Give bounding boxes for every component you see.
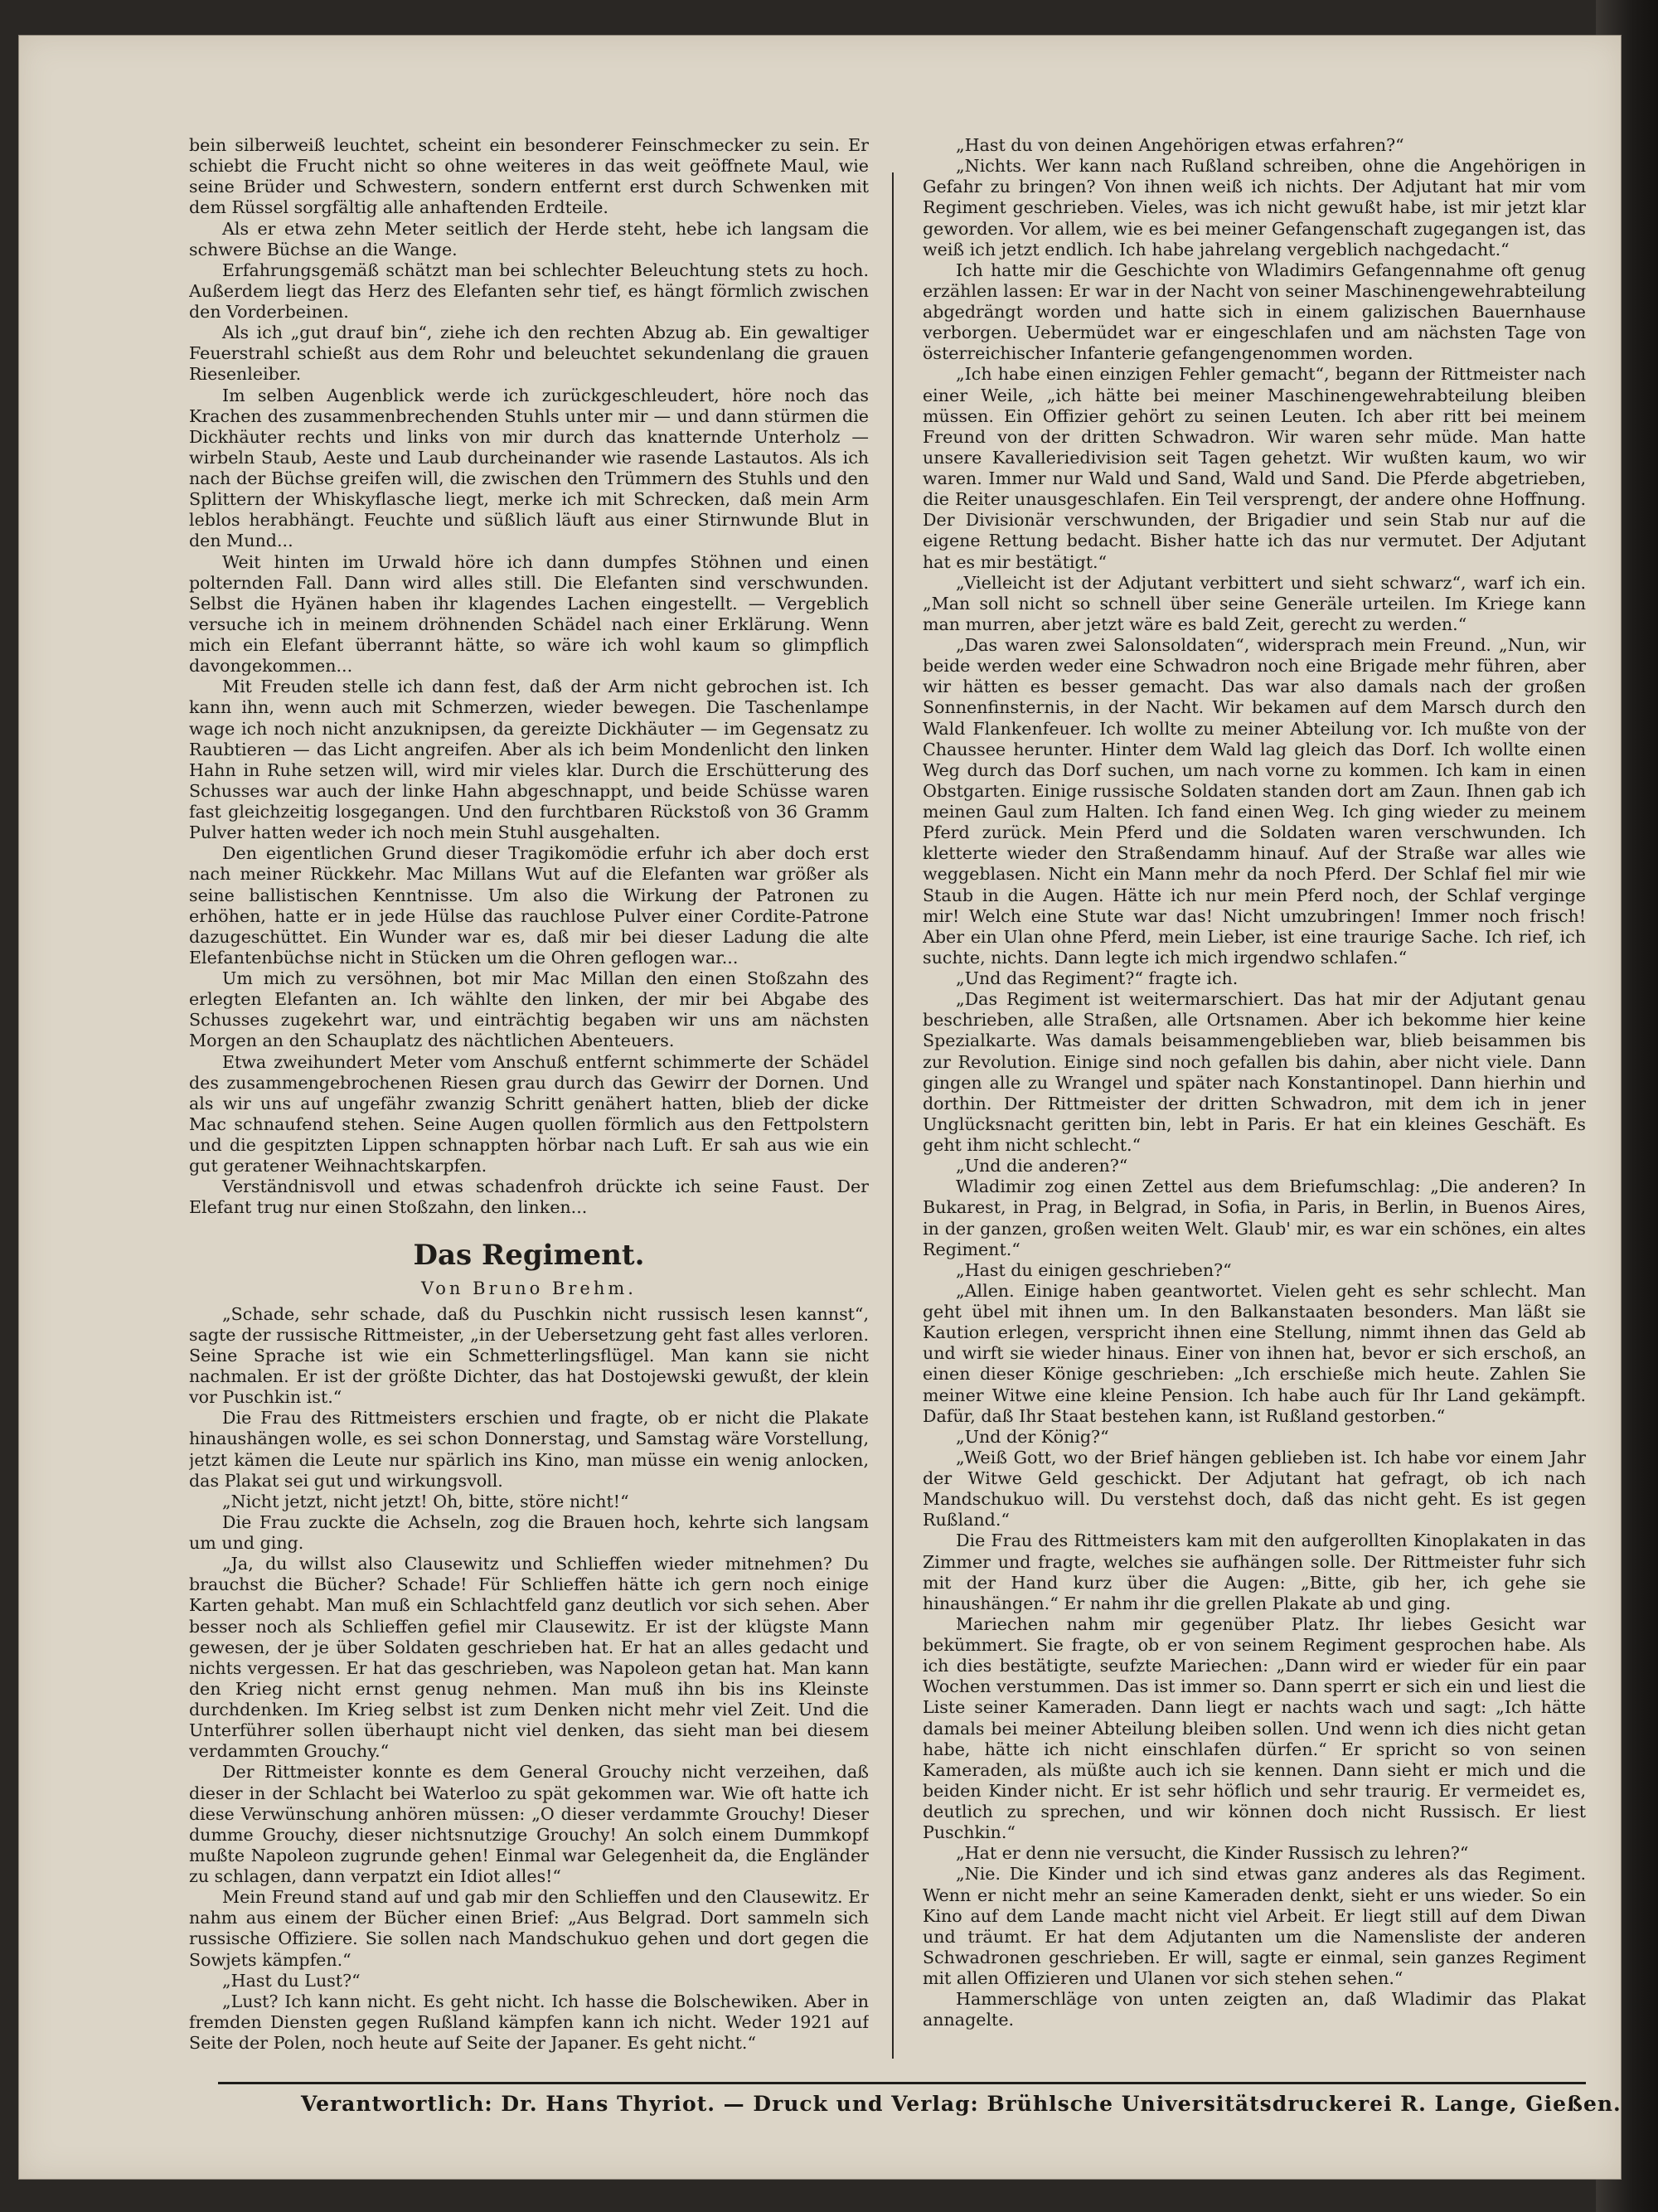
paragraph: Die Frau des Rittmeisters erschien und fragte, ob er nicht die Plakate hinaushängen wolle, es sei schon Donnerstag, und Samstag wäre Vorstellung, jetzt kämen die Leute nur spärlich ins Kino, man müsse ein wenig anlocken, das Plakat sei gut und wirkungsvoll. bbox=[189, 1408, 869, 1491]
paragraph: „Hat er denn nie versucht, die Kinder Russisch zu lehren?“ bbox=[956, 1843, 1469, 1864]
paragraph: „Hast du von deinen Angehörigen etwas erfahren?“ bbox=[956, 135, 1404, 155]
paragraph: Ich hatte mir die Geschichte von Wladimirs Gefangennahme oft genug erzählen lassen: Er war in der Nacht von seiner Maschinengewehrabteilung abgedrängt worden und hatte sich in einem galizischen Bauernhause verborgen. Uebermüdet war er eingeschlafen und am nächsten Tage von österreichischer Infanterie gefangengenommen worden. bbox=[923, 260, 1586, 364]
paragraph: Der Rittmeister konnte es dem General Grouchy nicht verzeihen, daß dieser in der Schlacht bei Waterloo zu spät gekommen war. Wie oft hatte ich diese Verwünschung anhören müssen: „O dieser verdammte Grouchy! Dieser dumme Grouchy, dieser nichtsnutzige Grouchy! An solch einem Dummkopf mußte Napoleon zugrunde gehen! Einmal war Gelegenheit da, die Engländer zu schlagen, dann verpatzt ein Idiot alles!“ bbox=[189, 1762, 869, 1886]
paragraph: „Das waren zwei Salonsoldaten“, widersprach mein Freund. „Nun, wir beide werden weder eine Schwadron noch eine Brigade mehr führen, aber wir hätten es besser gemacht. Das war also damals nach der großen Sonnenfinsternis, in der Nacht. Wir bekamen auf dem Marsch durch den Wald Flankenfeuer. Ich wollte zu meiner Abteilung vor. Ich mußte von der Chaussee herunter. Hinter dem Wald lag gleich das Dorf. Ich wollte einen Weg durch das Dorf suchen, um nach vorne zu kommen. Ich kam in einen Obstgarten. Einige russische Soldaten standen dort am Zaun. Ihnen gab ich meinen Gaul zum Halten. Ich fand einen Weg. Ich ging wieder zu meinem Pferd zurück. Mein Pferd und die Soldaten waren verschwunden. Ich kletterte wieder den Straßendamm hinauf. Auf der Straße war alles wie weggeblasen. Nicht ein Mann mehr da noch Pferd. Der Schlaf fiel mir wie Staub in die Augen. Hätte ich nur mein Pferd noch, der Schlaf verginge mir! Welch eine Stute war das! Nicht umzubringen! Immer noch frisch! Aber ein Ulan ohne Pferd, mein Lieber, ist eine traurige Sache. Ich rief, ich suchte, nichts. Dann legte ich mich irgendwo schlafen.“ bbox=[923, 635, 1586, 968]
paragraph: Als ich „gut drauf bin“, ziehe ich den rechten Abzug ab. Ein gewaltiger Feuerstrahl schießt aus dem Rohr und beleuchtet sekundenlang die grauen Riesenleiber. bbox=[189, 323, 869, 385]
paragraph: Wladimir zog einen Zettel aus dem Briefumschlag: „Die anderen? In Bukarest, in Prag, in Belgrad, in Sofia, in Paris, in Berlin, in Buenos Aires, in der ganzen, großen weiten Welt. Glaub' mir, es war ein schönes, ein altes Regiment.“ bbox=[923, 1176, 1586, 1259]
column-divider bbox=[892, 172, 894, 2059]
paragraph: Verständnisvoll und etwas schadenfroh drückte ich seine Faust. Der Elefant trug nur einen Stoßzahn, den linken... bbox=[189, 1176, 869, 1218]
paragraph: Hammerschläge von unten zeigten an, daß Wladimir das Plakat annagelte. bbox=[923, 1989, 1586, 2030]
article-heading: Das Regiment. bbox=[413, 1238, 645, 1272]
paragraph: Als er etwa zehn Meter seitlich der Herde steht, hebe ich langsam die schwere Büchse an die Wange. bbox=[189, 218, 869, 260]
paragraph: „Vielleicht ist der Adjutant verbittert und sieht schwarz“, warf ich ein. „Man soll nicht so schnell über seine Generäle urteilen. Im Kriege kann man murren, aber jetzt wäre es bald Zeit, gerecht zu werden.“ bbox=[923, 572, 1586, 634]
paragraph: Weit hinten im Urwald höre ich dann dumpfes Stöhnen und einen polternden Fall. Dann wird alles still. Die Elefanten sind verschwunden. Selbst die Hyänen haben ihr klagendes Lachen eingestellt. — Vergeblich versuche ich in meinem dröhnenden Schädel nach einer Erklärung. Wenn mich ein Elefant überrannt hätte, so wäre ich wohl kaum so glimpflich davongekommen... bbox=[189, 551, 869, 677]
paragraph: Die Frau zuckte die Achseln, zog die Brauen hoch, kehrte sich langsam um und ging. bbox=[189, 1511, 869, 1553]
paragraph: bein silberweiß leuchtet, scheint ein besonderer Feinschmecker zu sein. Er schiebt die Frucht nicht so ohne weiteres in das weit geöffnete Maul, wie seine Brüder und Schwestern, sondern entfernt erst durch Schwenken mit dem Rüssel sorgfältig alle anhaftenden Erdteile. bbox=[189, 135, 869, 218]
paragraph: Mit Freuden stelle ich dann fest, daß der Arm nicht gebrochen ist. Ich kann ihn, wenn auch mit Schmerzen, wieder bewegen. Die Taschenlampe wage ich noch nicht anzuknipsen, da gereizte Dickhäuter — im Gegensatz zu Raubtieren — das Licht angreifen. Aber als ich beim Mondenlicht den linken Hahn in Ruhe setzen will, wird mir vieles klar. Durch die Erschütterung des Schusses war auch der linke Hahn abgeschnappt, und beide Schüsse waren fast gleichzeitig losgegangen. Und den furchtbaren Rückstoß von 36 Gramm Pulver hatten weder ich noch mein Stuhl ausgehalten. bbox=[189, 677, 869, 843]
paragraph: Den eigentlichen Grund dieser Tragikomödie erfuhr ich aber doch erst nach meiner Rückkehr. Mac Millans Wut auf die Elefanten war größer als seine ballistischen Kenntnisse. Um also die Wirkung der Patronen zu erhöhen, hatte er in jede Hülse das rauchlose Pulver einer Cordite-Patrone dazugeschüttet. Ein Wunder war es, daß mir bei dieser Ladung die alte Elefantenbüchse nicht in Stücken um die Ohren geflogen war... bbox=[189, 843, 869, 968]
paragraph: „Schade, sehr schade, daß du Puschkin nicht russisch lesen kannst“, sagte der russische Rittmeister, „in der Uebersetzung geht fast alles verloren. Seine Sprache ist wie ein Schmetterlingsflügel. Man kann sie nicht nachmalen. Er ist der größte Dichter, das hat Dostojewski gewußt, der klein vor Puschkin ist.“ bbox=[189, 1303, 869, 1408]
paragraph: „Nichts. Wer kann nach Rußland schreiben, ohne die Angehörigen in Gefahr zu bringen? Von ihnen weiß ich nichts. Der Adjutant hat mir vom Regiment geschrieben. Vieles, was ich nicht gewußt habe, ist mir jetzt klar geworden. Vor allem, wie es bei meiner Gefangenschaft zugegangen ist, das weiß ich jetzt endlich. Ich habe jahrelang vergeblich nachgedacht.“ bbox=[923, 156, 1586, 260]
paragraph: Mein Freund stand auf und gab mir den Schlieffen und den Clausewitz. Er nahm aus einem der Bücher einen Brief: „Aus Belgrad. Dort sammeln sich russische Offiziere. Sie sollen nach Mandschukuo gehen und dort gegen die Sowjets kämpfen.“ bbox=[189, 1887, 869, 1970]
paragraph: „Und der König?“ bbox=[956, 1426, 1109, 1447]
footer-rule bbox=[218, 2082, 1586, 2084]
paragraph: „Allen. Einige haben geantwortet. Vielen geht es sehr schlecht. Man geht übel mit ihnen um. In den Balkanstaaten besonders. Man läßt sie Kaution erlegen, verspricht ihnen eine Stellung, nimmt ihnen das Geld ab und wirft sie wieder hinaus. Einer von ihnen hat, bevor er sich erschoß, an einen dieser Könige geschrieben: „Ich erschieße mich heute. Zahlen Sie meiner Witwe eine kleine Pension. Ich habe auch für Ihr Land gekämpft. Dafür, daß Ihr Staat bestehen kann, ist Rußland gestorben.“ bbox=[923, 1280, 1586, 1426]
paragraph: „Lust? Ich kann nicht. Es geht nicht. Ich hasse die Bolschewiken. Aber in fremden Diensten gegen Rußland kämpfen kann ich nicht. Weder 1921 auf Seite der Polen, noch heute auf Seite der Japaner. Es geht nicht.“ bbox=[189, 1991, 869, 2053]
paragraph: „Ich habe einen einzigen Fehler gemacht“, begann der Rittmeister nach einer Weile, „ich hätte bei meiner Maschinengewehrabteilung bleiben müssen. Ein Offizier gehört zu seinen Leuten. Ich aber ritt bei meinem Freund von der dritten Schwadron. Wir waren sehr müde. Man hatte unsere Kavalleriedivision seit Tagen gehetzt. Wir wußten kaum, wo wir waren. Immer nur Wald und Sand, Wald und Sand. Die Pferde abgetrieben, die Reiter unausgeschlafen. Ein Teil versprengt, der andere ohne Hoffnung. Der Divisionär verschwunden, der Brigadier und sein Stab nur auf die eigene Rettung bedacht. Bisher hatte ich das nur vermutet. Der Adjutant hat es mir bestätigt.“ bbox=[923, 364, 1586, 572]
paragraph: Im selben Augenblick werde ich zurückgeschleudert, höre noch das Krachen des zusammenbrechenden Stuhls unter mir — und dann stürmen die Dickhäuter rechts und links von mir durch das knatternde Unterholz — wirbeln Staub, Aeste und Laub durcheinander wie rasende Lastautos. Als ich nach der Büchse greifen will, die zwischen den Trümmern des Stuhls und den Splittern der Whiskyflasche liegt, merke ich mit Schrecken, daß mein Arm leblos herabhängt. Feuchte und süßlich läuft aus einer Stirnwunde Blut in den Mund... bbox=[189, 385, 869, 551]
publisher-imprint: Verantwortlich: Dr. Hans Thyriot. — Druck und Verlag: Brühlsche Universitätsdruckerei R. Lange, Gießen. bbox=[301, 2092, 1622, 2116]
article-byline: Von Bruno Brehm. bbox=[421, 1278, 637, 1298]
paragraph: „Und das Regiment?“ fragte ich. bbox=[956, 968, 1239, 988]
right-column bbox=[923, 135, 1586, 2067]
paragraph: „Hast du einigen geschrieben?“ bbox=[956, 1259, 1232, 1280]
newspaper-page bbox=[18, 35, 1622, 2180]
paragraph: „Und die anderen?“ bbox=[956, 1156, 1128, 1176]
paragraph: Mariechen nahm mir gegenüber Platz. Ihr liebes Gesicht war bekümmert. Sie fragte, ob er von seinem Regiment gesprochen habe. Als ich dies bestätigte, seufzte Mariechen: „Dann wird er wieder für ein paar Wochen verstummen. Das ist immer so. Dann sperrt er sich ein und liest die Liste seiner Kameraden. Dann liegt er nachts wach und sagt: „Ich hätte damals bei meiner Abteilung bleiben sollen. Und wenn ich dies nicht getan habe, hätte ich nicht einschlafen dürfen.“ Er spricht so von seinen Kameraden, als müßte auch ich sie kennen. Dann sieht er mich und die beiden Kinder nicht. Er ist sehr höflich und sehr traurig. Er vermeidet es, deutlich zu sprechen, und wir können doch nicht Russisch. Er liest Puschkin.“ bbox=[923, 1613, 1586, 1843]
paragraph: „Weiß Gott, wo der Brief hängen geblieben ist. Ich habe vor einem Jahr der Witwe Geld geschickt. Der Adjutant hat gefragt, ob ich nach Mandschukuo will. Du verstehst doch, daß das nicht geht. Es ist gegen Rußland.“ bbox=[923, 1447, 1586, 1530]
paragraph: Erfahrungsgemäß schätzt man bei schlechter Beleuchtung stets zu hoch. Außerdem liegt das Herz des Elefanten sehr tief, es hängt förmlich zwischen den Vorderbeinen. bbox=[189, 260, 869, 322]
paragraph: „Nicht jetzt, nicht jetzt! Oh, bitte, störe nicht!“ bbox=[222, 1491, 629, 1511]
paragraph: „Das Regiment ist weitermarschiert. Das hat mir der Adjutant genau beschrieben, alle Straßen, alle Ortsnamen. Aber ich bekomme hier keine Spezialkarte. Was damals beisammengeblieben war, blieb beisammen bis zur Revolution. Einige sind noch gefallen bis dahin, aber nicht viele. Dann gingen alle zu Wrangel und später nach Konstantinopel. Dann hierhin und dorthin. Der Rittmeister der dritten Schwadron, mit dem ich in jener Unglücksnacht geritten bin, lebt in Paris. Er hat ein kleines Geschäft. Es geht ihm nicht schlecht.“ bbox=[923, 989, 1586, 1155]
left-column bbox=[189, 135, 869, 2067]
paragraph: „Nie. Die Kinder und ich sind etwas ganz anderes als das Regiment. Wenn er nicht mehr an seine Kameraden denkt, sieht er uns wieder. So ein Kino auf dem Lande macht nicht viel Arbeit. Er liegt still auf dem Diwan und träumt. Er hat dem Adjutanten um die Namensliste der anderen Schwadronen geschrieben. Er will, sagte er einmal, sein ganzes Regiment mit allen Offizieren und Ulanen vor sich stehen sehen.“ bbox=[923, 1864, 1586, 1988]
paragraph: Etwa zweihundert Meter vom Anschuß entfernt schimmerte der Schädel des zusammengebrochenen Riesen grau durch das Gewirr der Dornen. Und als wir uns auf ungefähr zwanzig Schritt genähert hatten, blieb der dicke Mac schnaufend stehen. Seine Augen quollen förmlich aus den Fettpolstern und die gespitzten Lippen schnappten hörbar nach Luft. Er sah aus wie ein gut geratener Weihnachtskarpfen. bbox=[189, 1051, 869, 1176]
paragraph: „Ja, du willst also Clausewitz und Schlieffen wieder mitnehmen? Du brauchst die Bücher? Schade! Für Schlieffen hätte ich gern noch einige Karten gehabt. Man muß ein Schlachtfeld ganz deutlich vor sich sehen. Aber besser noch als Schlieffen gefiel mir Clausewitz. Er ist der klügste Mann gewesen, der je über Soldaten geschrieben hat. Er hat an alles gedacht und nichts vergessen. Er hat das geschrieben, was Napoleon getan hat. Man kann den Krieg nicht ernst genug nehmen. Man muß ihn bis ins Kleinste durchdenken. Im Krieg selbst ist zum Denken nicht mehr viel Zeit. Und die Unterführer sollen überhaupt nicht viel denken, das sieht man bei diesem verdammten Grouchy.“ bbox=[189, 1554, 869, 1762]
elephant-story-continuation bbox=[189, 135, 869, 1219]
paragraph: Um mich zu versöhnen, bot mir Mac Millan den einen Stoßzahn des erlegten Elefanten an. Ich wählte den linken, der mir bei Abgabe des Schusses zugekehrt war, und einträchtig begaben wir uns am nächsten Morgen an den Schauplatz des nächtlichen Abenteuers. bbox=[189, 968, 869, 1051]
paragraph: „Hast du Lust?“ bbox=[222, 1970, 361, 1991]
regiment-story-start bbox=[189, 1304, 869, 2054]
paragraph: Die Frau des Rittmeisters kam mit den aufgerollten Kinoplakaten in das Zimmer und fragte, welches sie aufhängen solle. Der Rittmeister fuhr sich mit der Hand kurz über die Augen: „Bitte, gib her, ich gehe sie hinaushängen.“ Er nahm ihr die grellen Plakate ab und ging. bbox=[923, 1530, 1586, 1613]
